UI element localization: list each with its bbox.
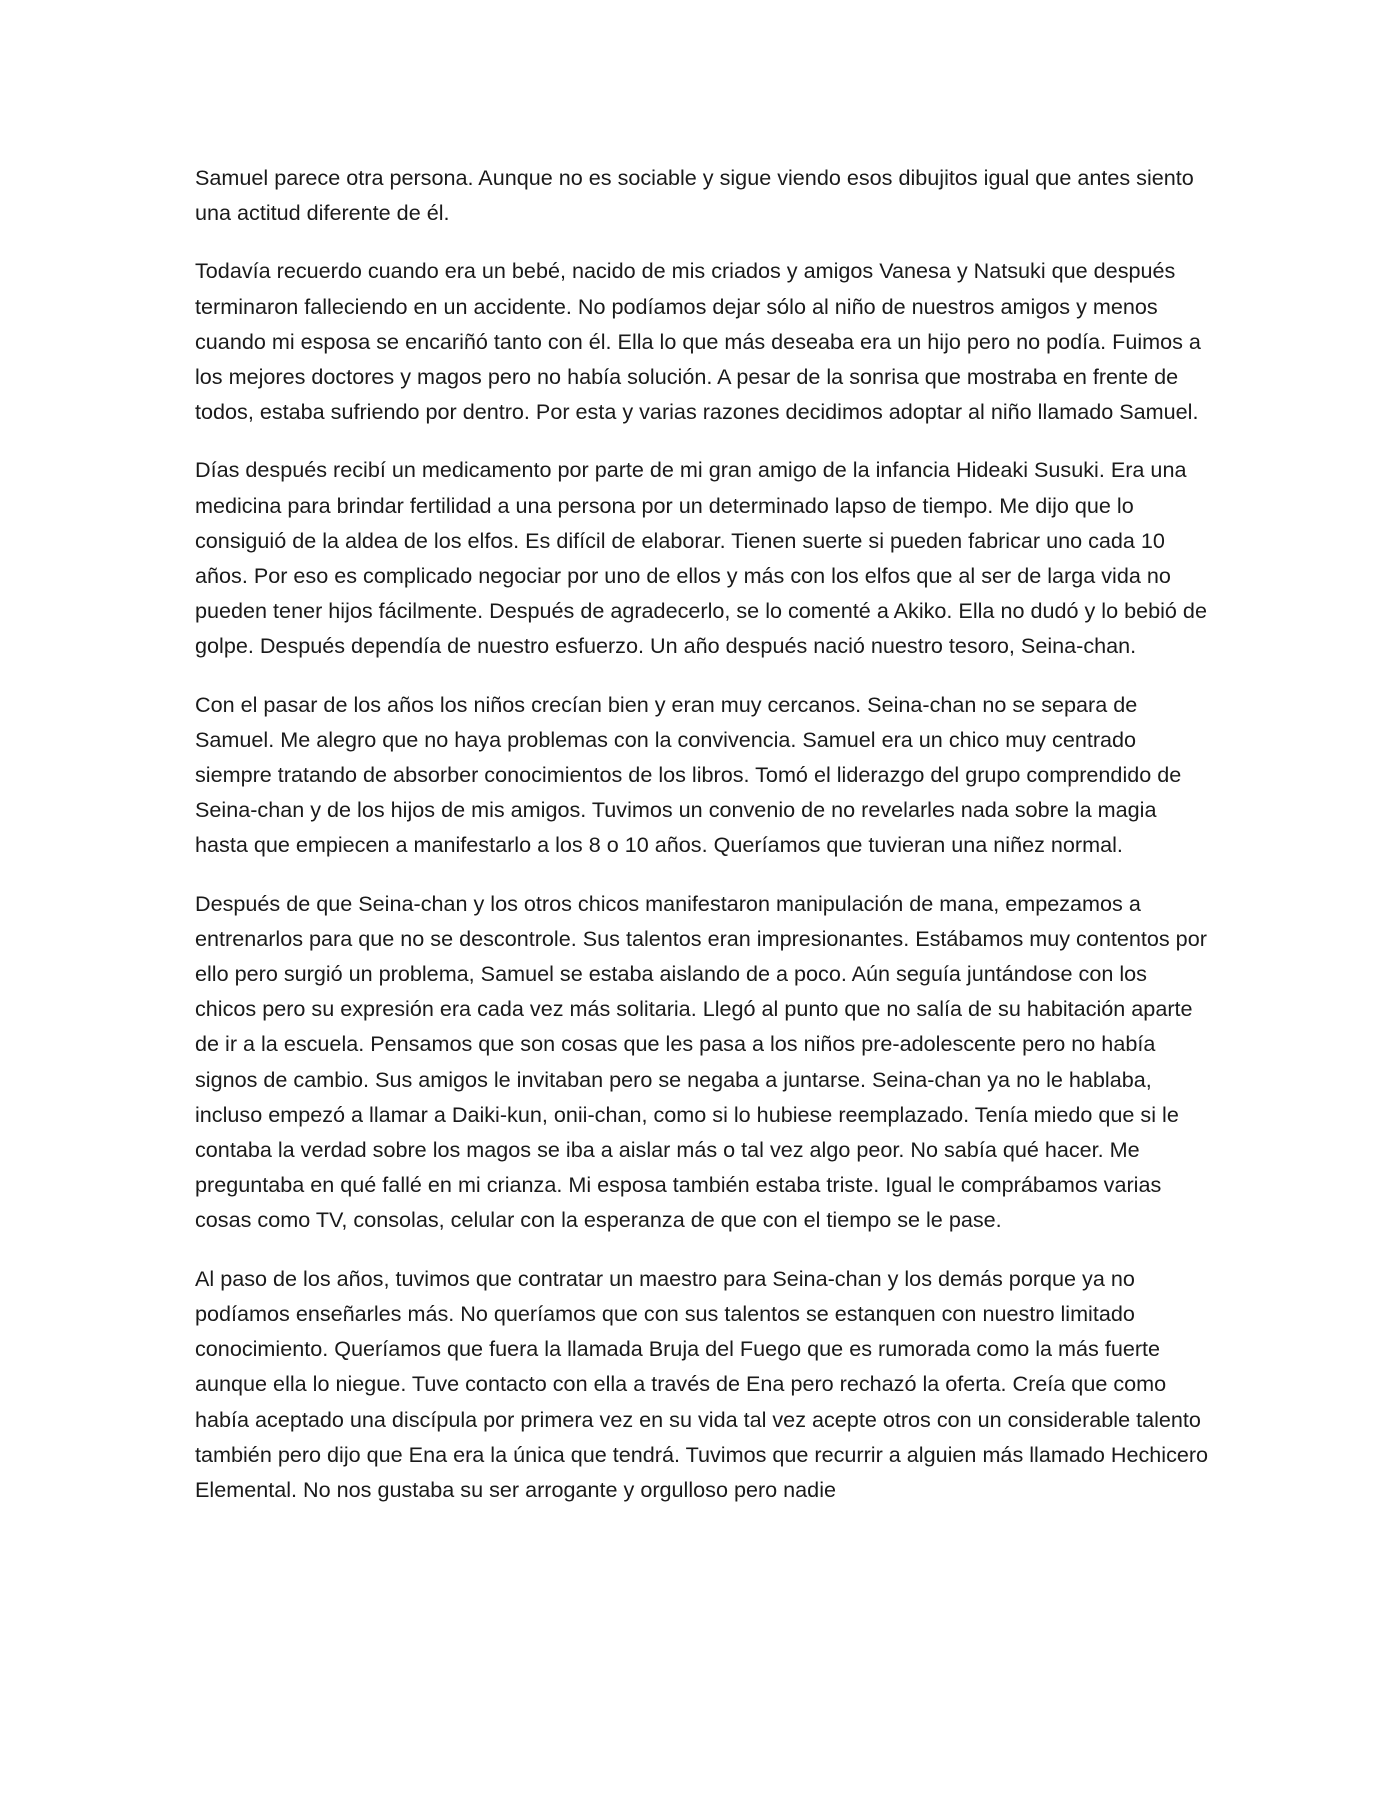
paragraph-3: Días después recibí un medicamento por parte de mi gran amigo de la infancia Hideaki Susuki. Era una medicina para brindar fertilidad a una persona por un determinado lapso de tiempo. Me dijo que lo consiguió de la aldea de los elfos. Es difícil de elaborar. Tienen suerte si pueden fabricar uno cada 10 años. Por eso es complicado negociar por uno de ellos y más con los elfos que al ser de larga vida no pueden tener hijos fácilmente. Después de agradecerlo, se lo comenté a Akiko. Ella no dudó y lo bebió de golpe. Después dependía de nuestro esfuerzo. Un año después nació nuestro tesoro, Seina-chan. (195, 457, 1207, 659)
document-body (195, 160, 1213, 1530)
paragraph-6: Al paso de los años, tuvimos que contratar un maestro para Seina-chan y los demás porque ya no podíamos enseñarles más. No queríamos que con sus talentos se estanquen con nuestro limitado conocimiento. Queríamos que fuera la llamada Bruja del Fuego que es rumorada como la más fuerte aunque ella lo niegue. Tuve contacto con ella a través de Ena pero rechazó la oferta. Creía que como había aceptado una discípula por primera vez en su vida tal vez acepte otros con un considerable talento también pero dijo que Ena era la única que tendrá. Tuvimos que recurrir a alguien más llamado Hechicero Elemental. No nos gustaba su ser arrogante y orgulloso pero nadie (195, 1265, 1209, 1502)
paragraph-5: Después de que Seina-chan y los otros chicos manifestaron manipulación de mana, empezamos a entrenarlos para que no se descontrole. Sus talentos eran impresionantes. Estábamos muy contentos por ello pero surgió un problema, Samuel se estaba aislando de a poco. Aún seguía juntándose con los chicos pero su expresión era cada vez más solitaria. Llegó al punto que no salía de su habitación aparte de ir a la escuela. Pensamos que son cosas que les pasa a los niños pre-adolescente pero no había signos de cambio. Sus amigos le invitaban pero se negaba a juntarse. Seina-chan ya no le hablaba, incluso empezó a llamar a Daiki-kun, onii-chan, como si lo hubiese reemplazado. Tenía miedo que si le contaba la verdad sobre los magos se iba a aislar más o tal vez algo peor. No sabía qué hacer. Me preguntaba en qué fallé en mi crianza. Mi esposa también estaba triste. Igual le comprábamos varias cosas como TV, consolas, celular con la esperanza de que con el tiempo se le pase. (195, 890, 1207, 1233)
paragraph-2: Todavía recuerdo cuando era un bebé, nacido de mis criados y amigos Vanesa y Natsuki que después terminaron falleciendo en un accidente. No podíamos dejar sólo al niño de nuestros amigos y menos cuando mi esposa se encariñó tanto con él. Ella lo que más deseaba era un hijo pero no podía. Fuimos a los mejores doctores y magos pero no había solución. A pesar de la sonrisa que mostraba en frente de todos, estaba sufriendo por dentro. Por esta y varias razones decidimos adoptar al niño llamado Samuel. (195, 258, 1201, 425)
paragraph-4: Con el pasar de los años los niños crecían bien y eran muy cercanos. Seina-chan no se separa de Samuel. Me alegro que no haya problemas con la convivencia. Samuel era un chico muy centrado siempre tratando de absorber conocimientos de los libros. Tomó el liderazgo del grupo comprendido de Seina-chan y de los hijos de mis amigos. Tuvimos un convenio de no revelarles nada sobre la magia hasta que empiecen a manifestarlo a los 8 o 10 años. Queríamos que tuvieran una niñez normal. (195, 691, 1182, 858)
paragraph-1: Samuel parece otra persona. Aunque no es sociable y sigue viendo esos dibujitos igual que antes siento una actitud diferente de él. (195, 165, 1194, 226)
